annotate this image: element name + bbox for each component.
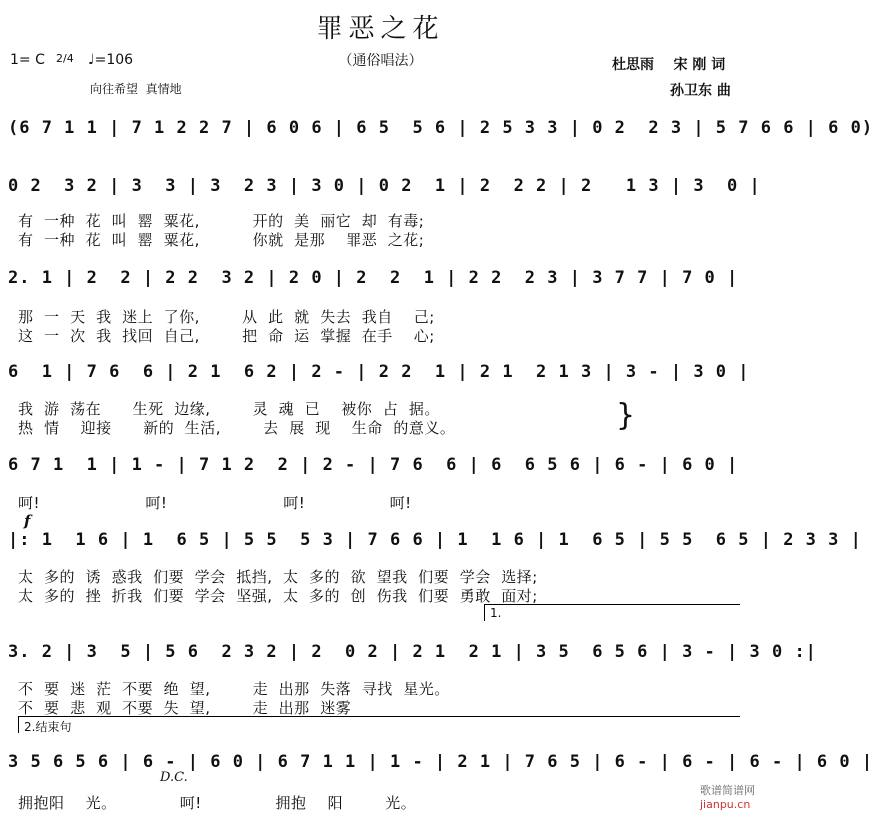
dynamic-marking: f bbox=[24, 512, 31, 530]
notation-row: 6 1 | 7 6 6 | 2 1 6 2 | 2 - | 2 2 1 | 2 1 2 1 3 | 3 - | 3 0 | bbox=[8, 362, 750, 382]
volta-bracket-2 bbox=[18, 716, 740, 733]
expression-marking: 向往希望 真情地 bbox=[90, 82, 182, 96]
notation-row: |: 1 1 6 | 1 6 5 | 5 5 5 3 | 7 6 6 | 1 1 6 | 1 6 5 | 5 5 6 5 | 2 3 3 | bbox=[8, 530, 862, 550]
notation-row: 3. 2 | 3 5 | 5 6 2 3 2 | 2 0 2 | 2 1 2 1 | 3 5 6 5 6 | 3 - | 3 0 :| bbox=[8, 642, 817, 662]
volta-label-2: 2.结束句 bbox=[24, 720, 72, 734]
lyric-line: 呵! 呵! 呵! 呵! bbox=[18, 494, 412, 512]
lyricist-credit: 杜思雨 宋 刚 词 bbox=[612, 57, 726, 73]
lyric-line: 热 情 迎接 新的 生活, 去 展 现 生命 的意义。 bbox=[18, 419, 456, 437]
notation-row: 6 7 1 1 | 1 - | 7 1 2 2 | 2 - | 7 6 6 | 6 6 5 6 | 6 - | 6 0 | bbox=[8, 455, 739, 475]
lyric-line: 我 游 荡在 生死 边缘, 灵 魂 已 被你 占 据。 bbox=[18, 400, 440, 418]
notation-row: 3 5 6 5 6 | 6 - | 6 0 | 6 7 1 1 | 1 - | 2 1 | 7 6 5 | 6 - | 6 - | 6 - | 6 0 | bbox=[8, 752, 873, 772]
lyric-line: 太 多的 诱 惑我 们要 学会 抵挡, 太 多的 欲 望我 们要 学会 选择; bbox=[18, 568, 538, 586]
lyric-line: 有 一种 花 叫 罂 粟花, 开的 美 丽它 却 有毒; bbox=[18, 212, 425, 230]
volta-bracket-1 bbox=[484, 604, 740, 621]
lyric-line: 不 要 迷 茫 不要 绝 望, 走 出那 失落 寻找 星光。 bbox=[18, 680, 450, 698]
dc-marking: D.C. bbox=[160, 770, 188, 785]
notation-row: 2. 1 | 2 2 | 2 2 3 2 | 2 0 | 2 2 1 | 2 2 2 3 | 3 7 7 | 7 0 | bbox=[8, 268, 739, 288]
time-signature: 2/4 bbox=[56, 52, 74, 65]
lyric-line: 这 一 次 我 找回 自己, 把 命 运 掌握 在手 心; bbox=[18, 327, 435, 345]
lyric-line: 有 一种 花 叫 罂 粟花, 你就 是那 罪恶 之花; bbox=[18, 231, 425, 249]
watermark bbox=[693, 769, 755, 811]
tempo: ♩=106 bbox=[88, 52, 134, 68]
lyric-line: 太 多的 挫 折我 们要 学会 坚强, 太 多的 创 伤我 们要 勇敢 面对; bbox=[18, 587, 538, 605]
watermark-site: 歌谱简谱网 bbox=[700, 784, 755, 797]
song-title: 罪恶之花 bbox=[316, 14, 445, 44]
key-signature: 1= C bbox=[10, 52, 45, 68]
watermark-url: jianpu.cn bbox=[700, 798, 751, 811]
subtitle: （通俗唱法） bbox=[338, 53, 423, 69]
lyric-line: 不 要 悲 观 不要 失 望, 走 出那 迷雾 bbox=[18, 699, 352, 717]
composer-credit: 孙卫东 曲 bbox=[670, 83, 731, 99]
brace-symbol: } bbox=[616, 398, 636, 433]
notation-row: (6 7 1 1 | 7 1 2 2 7 | 6 0 6 | 6 5 5 6 | 2 5 3 3 | 0 2 2 3 | 5 7 6 6 | 6 0) bbox=[8, 118, 873, 138]
volta-label-1: 1. bbox=[490, 606, 502, 620]
notation-row: 0 2 3 2 | 3 3 | 3 2 3 | 3 0 | 0 2 1 | 2 2 2 | 2 1 3 | 3 0 | bbox=[8, 176, 761, 196]
lyric-line: 拥抱阳 光。 呵! 拥抱 阳 光。 bbox=[18, 794, 417, 812]
lyric-line: 那 一 天 我 迷上 了你, 从 此 就 失去 我自 己; bbox=[18, 308, 435, 326]
